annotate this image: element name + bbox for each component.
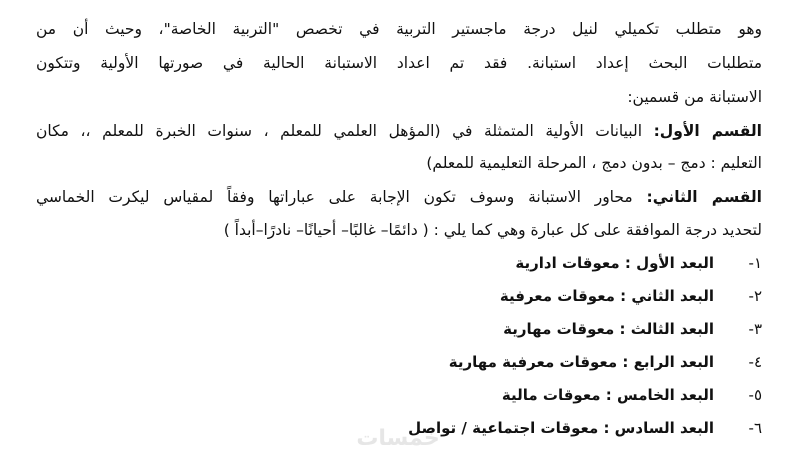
intro-line-3: الاستبانة من قسمين: [627,88,762,106]
dimension-number: ٦- [748,419,762,437]
dimension-item [500,285,762,307]
section-1-label: القسم الأول: [653,122,762,140]
section-1-line-2: التعليم : دمج – بدون دمج ، المرحلة التعليمية للمعلم) [426,154,762,172]
dimension-item [408,417,762,439]
dimension-number: ٥- [748,386,762,404]
dimension-item [502,384,762,406]
dimension-text: البعد الثالث : معوقات مهارية [503,320,714,338]
dimension-text: البعد السادس : معوقات اجتماعية / تواصل [408,419,714,437]
section-2-line-1 [36,186,762,208]
intro-line-1: وهو متطلب تكميلي لنيل درجة ماجستير التربية في تخصص "التربية الخاصة"، وحيث أن من [36,20,762,38]
intro-line-2: متطلبات البحث إعداد استبانة. فقد تم اعداد الاستبانة الحالية في صورتها الأولية وتتكون [36,54,762,72]
section-1-line-1 [36,120,762,142]
section-2-line-2: لتحديد درجة الموافقة على كل عبارة وهي كما يلي : ( دائمًا– غالبًا– أحيانًا– نادرًا–أبداً ) [223,221,762,239]
dimension-item [449,351,762,373]
dimension-item [515,252,762,274]
dimension-text: البعد الخامس : معوقات مالية [501,386,714,404]
dimension-number: ٤- [748,353,762,371]
dimension-text: البعد الثاني : معوقات معرفية [499,287,714,305]
dimension-number: ٢- [748,287,762,305]
dimension-text: البعد الرابع : معوقات معرفية مهارية [448,353,714,371]
dimension-number: ٣- [748,320,762,338]
dimension-item [503,318,762,340]
section-2-label: القسم الثاني: [646,188,763,206]
section-2-text: محاور الاستبانة وسوف تكون الإجابة على عباراتها وفقاً لمقياس ليكرت الخماسي [36,188,633,206]
dimension-number: ١- [748,254,762,272]
watermark-logo: خمسات [356,426,440,451]
section-1-text: البيانات الأولية المتمثلة في (المؤهل العلمي للمعلم ، سنوات الخبرة للمعلم ،، مكان [36,122,642,140]
dimension-text: البعد الأول : معوقات ادارية [515,254,714,272]
